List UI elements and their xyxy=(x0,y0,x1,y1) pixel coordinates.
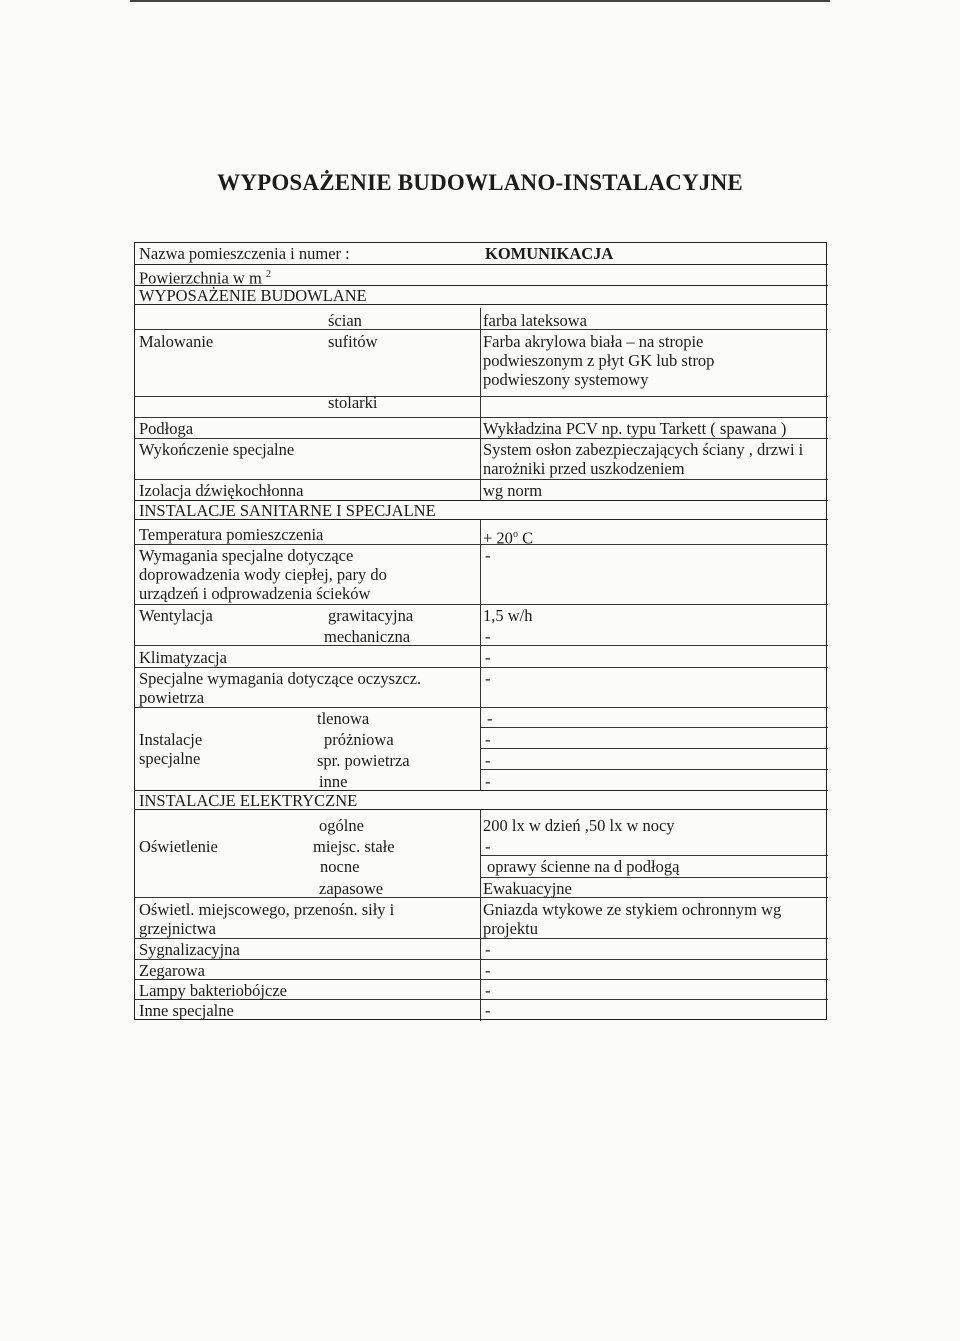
emergency-lighting-label: zapasowe xyxy=(319,879,384,898)
column-divider xyxy=(480,520,481,790)
ventilation-gravity-label: grawitacyjna xyxy=(328,606,414,625)
row-divider xyxy=(480,877,828,878)
ceiling-value: Farba akrylowa biała – na stropie podwieszonym z płyt GK lub strop podwieszony systemowy xyxy=(483,332,715,389)
air-conditioning-value: - xyxy=(485,648,491,667)
ventilation-mechanical-label: mechaniczna xyxy=(324,627,411,646)
signaling-value: - xyxy=(485,940,491,959)
clock-value: - xyxy=(485,961,491,980)
area-label-text: Powierzchnia w m xyxy=(139,268,262,288)
section-title-electrical: INSTALACJE ELEKTRYCZNE xyxy=(139,791,358,810)
air-purification-value: - xyxy=(485,669,491,688)
ventilation-gravity-value: 1,5 w/h xyxy=(483,606,533,625)
section-title-building: WYPOSAŻENIE BUDOWLANE xyxy=(139,286,367,305)
oxygen-label: tlenowa xyxy=(317,709,370,728)
special-installations-label: Instalacje specjalne xyxy=(139,730,203,768)
temperature-value xyxy=(483,525,533,548)
row-divider xyxy=(480,727,828,728)
page-title: WYPOSAŻENIE BUDOWLANO-INSTALACYJNE xyxy=(217,170,743,195)
lighting-label: Oświetlenie xyxy=(139,837,218,856)
row-divider xyxy=(135,329,828,330)
row-divider xyxy=(135,938,828,939)
floor-label: Podłoga xyxy=(139,419,194,438)
local-lighting-label: miejsc. stałe xyxy=(313,837,395,856)
row-divider xyxy=(480,855,828,856)
uv-lamps-value: - xyxy=(485,981,491,1000)
column-divider xyxy=(480,308,481,500)
area-unit-sup: 2 xyxy=(265,269,271,280)
row-divider xyxy=(135,979,828,980)
air-conditioning-label: Klimatyzacja xyxy=(139,648,227,667)
row-divider xyxy=(135,544,828,545)
acoustic-value: wg norm xyxy=(483,481,543,500)
row-divider xyxy=(135,604,828,605)
vacuum-value: - xyxy=(485,730,491,749)
clock-label: Zegarowa xyxy=(139,961,205,980)
other-special-label: Inne specjalne xyxy=(139,1001,234,1020)
other-installation-label: inne xyxy=(319,772,348,791)
uv-lamps-label: Lampy bakteriobójcze xyxy=(139,981,287,1000)
row-divider xyxy=(135,667,828,668)
water-requirements-value: - xyxy=(485,546,491,565)
row-divider xyxy=(135,897,828,898)
row-divider xyxy=(480,748,828,749)
row-divider xyxy=(135,438,828,439)
portable-power-value: Gniazda wtykowe ze stykiem ochronnym wg projektu xyxy=(483,900,782,938)
degree-sup: o xyxy=(512,529,518,540)
joinery-label: stolarki xyxy=(328,393,378,412)
row-divider xyxy=(135,417,828,418)
section-title-sanitary: INSTALACJE SANITARNE I SPECJALNE xyxy=(139,501,436,520)
special-finish-label: Wykończenie specjalne xyxy=(139,440,295,459)
compressed-air-label: spr. powietrza xyxy=(317,751,410,770)
air-purification-label: Specjalne wymagania dotyczące oczyszcz. powietrza xyxy=(139,669,422,707)
oxygen-value: - xyxy=(487,709,493,728)
portable-power-label: Oświetl. miejscowego, przenośn. siły i grzejnictwa xyxy=(139,900,395,938)
compressed-air-value: - xyxy=(485,751,491,770)
other-installation-value: - xyxy=(485,772,491,791)
signaling-label: Sygnalizacyjna xyxy=(139,940,240,959)
floor-value: Wykładzina PCV np. typu Tarkett ( spawana ) xyxy=(483,419,787,438)
temperature-label: Temperatura pomieszczenia xyxy=(139,525,324,544)
row-divider xyxy=(480,769,828,770)
area-label xyxy=(139,265,271,288)
night-lighting-label: nocne xyxy=(320,857,360,876)
ceiling-label: sufitów xyxy=(328,332,378,351)
room-name-label: Nazwa pomieszczenia i numer : xyxy=(139,244,350,263)
temperature-number: + 20 xyxy=(483,528,513,548)
room-name-value: KOMUNIKACJA xyxy=(485,244,614,263)
temperature-unit: C xyxy=(517,528,534,548)
special-finish-value: System osłon zabezpieczających ściany , drzwi i narożniki przed uszkodzeniem xyxy=(483,440,804,478)
walls-label: ścian xyxy=(328,311,362,330)
equipment-form xyxy=(134,242,827,1020)
ventilation-label: Wentylacja xyxy=(139,606,213,625)
row-divider xyxy=(135,479,828,480)
row-divider xyxy=(135,707,828,708)
local-lighting-value: - xyxy=(485,837,491,856)
row-divider xyxy=(135,396,828,397)
walls-value: farba lateksowa xyxy=(483,311,587,330)
emergency-lighting-value: Ewakuacyjne xyxy=(483,879,572,898)
ventilation-mechanical-value: - xyxy=(485,627,491,646)
row-divider xyxy=(135,645,828,646)
column-divider xyxy=(480,810,481,1021)
water-requirements-label: Wymagania specjalne dotyczące doprowadzenia wody ciepłej, pary do urządzeń i odprowadzenia ścieków xyxy=(139,546,387,603)
general-lighting-label: ogólne xyxy=(319,816,364,835)
acoustic-label: Izolacja dźwiękochłonna xyxy=(139,481,304,500)
painting-label: Malowanie xyxy=(139,332,214,351)
vacuum-label: próżniowa xyxy=(324,730,394,749)
row-divider xyxy=(135,959,828,960)
top-rule xyxy=(130,0,830,2)
general-lighting-value: 200 lx w dzień ,50 lx w nocy xyxy=(483,816,675,835)
other-special-value: - xyxy=(485,1001,491,1020)
night-lighting-value: oprawy ścienne na d podłogą xyxy=(487,857,680,876)
